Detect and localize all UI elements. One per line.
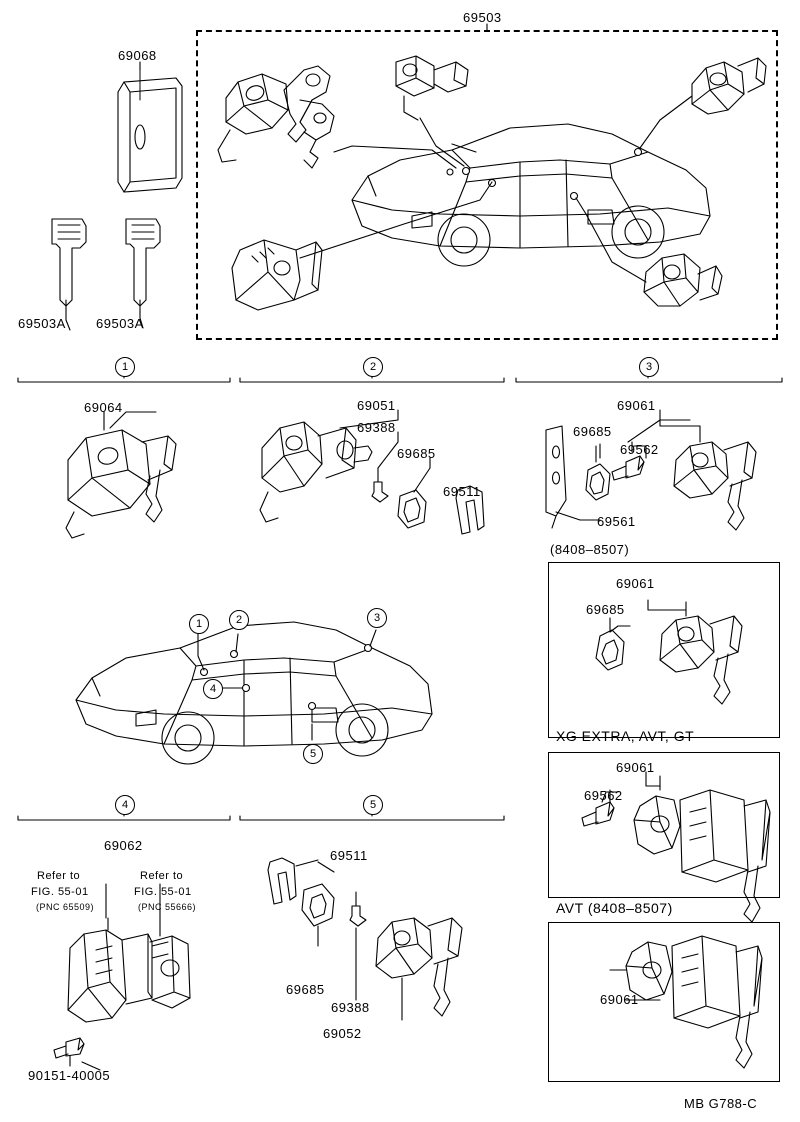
car-callout-5: 5 [303, 744, 323, 764]
label-69685-panel1: 69685 [586, 602, 625, 617]
label-69061-panel1: 69061 [616, 576, 655, 591]
label-69503a-right: 69503A [96, 316, 144, 331]
label-69052: 69052 [323, 1026, 362, 1041]
label-69511-top: 69511 [443, 484, 481, 499]
panel-xg-extra-avt-gt [548, 752, 780, 898]
label-69503a-left: 69503A [18, 316, 66, 331]
panel-8408-8507 [548, 562, 780, 738]
label-69051: 69051 [357, 398, 396, 413]
refer-left-line2: FIG. 55-01 [31, 886, 89, 898]
section-number-1: 1 [115, 357, 135, 377]
panel3-title: AVT (8408–8507) [556, 900, 673, 916]
label-69388-sec5: 69388 [331, 1000, 370, 1015]
refer-right-line2: FIG. 55-01 [134, 886, 192, 898]
section-number-5: 5 [363, 795, 383, 815]
refer-right-line3: (PNC 55666) [138, 902, 197, 912]
label-69061-sec3: 69061 [617, 398, 656, 413]
label-69685-top: 69685 [397, 446, 436, 461]
panel1-title: (8408–8507) [550, 542, 630, 557]
refer-right-line1: Refer to [140, 870, 184, 882]
car-callout-3: 3 [367, 608, 387, 628]
label-69685-sec3: 69685 [573, 424, 612, 439]
label-69061-panel3: 69061 [600, 992, 639, 1007]
car-callout-2: 2 [229, 610, 249, 630]
assembly-69503-box [196, 30, 778, 340]
panel2-title: XG EXTRA, AVT, GT [556, 728, 695, 744]
label-90151-40005: 90151-40005 [28, 1068, 111, 1083]
label-69561-sec3: 69561 [597, 514, 636, 529]
label-69503: 69503 [463, 10, 502, 25]
label-69562-panel2: 69562 [584, 788, 623, 803]
label-69388-top: 69388 [357, 420, 396, 435]
label-69068: 69068 [118, 48, 157, 63]
section-number-3: 3 [639, 357, 659, 377]
label-69511-sec5: 69511 [330, 848, 368, 863]
car-callout-1: 1 [189, 614, 209, 634]
footer-code: MB G788-C [684, 1096, 758, 1111]
label-69685-sec5: 69685 [286, 982, 325, 997]
section-number-2: 2 [363, 357, 383, 377]
label-69562-sec3: 69562 [620, 442, 659, 457]
panel-avt-8408-8507 [548, 922, 780, 1082]
car-callout-4: 4 [203, 679, 223, 699]
refer-left-line1: Refer to [37, 870, 81, 882]
label-69061-panel2: 69061 [616, 760, 655, 775]
refer-left-line3: (PNC 65509) [36, 902, 95, 912]
label-69064: 69064 [84, 400, 123, 415]
section-number-4: 4 [115, 795, 135, 815]
label-69062: 69062 [104, 838, 143, 853]
